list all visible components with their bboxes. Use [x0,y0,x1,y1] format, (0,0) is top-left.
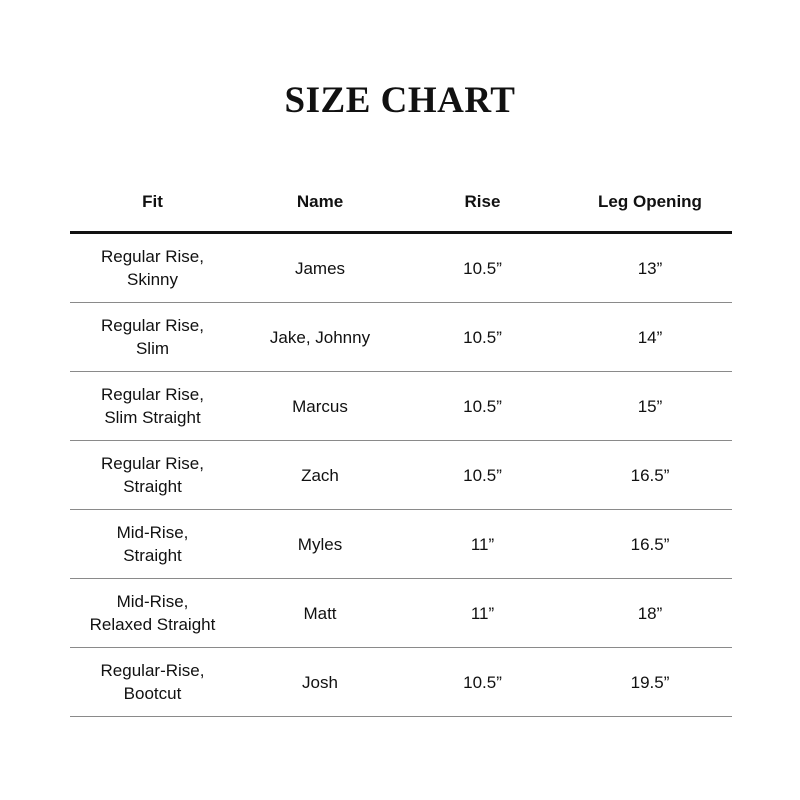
fit-line-2: Bootcut [123,684,182,703]
fit-line-1: Regular Rise, [101,385,204,404]
fit-line-1: Regular-Rise, [100,661,205,680]
name-cell: Jake, Johnny [269,327,371,347]
fit-cell [80,648,225,716]
fit-line-1: Mid-Rise, [116,592,189,611]
fit-line-1: Regular Rise, [101,247,204,266]
name-cell: Myles [297,534,343,554]
fit-line-2: Relaxed Straight [89,615,216,634]
table-header [70,180,732,234]
table-row [70,648,732,717]
fit-cell [80,441,225,509]
leg-opening-cell: 18” [637,603,663,623]
fit-line-2: Slim Straight [104,408,201,427]
fit-cell [80,234,225,302]
table-row [70,441,732,510]
leg-opening-cell: 13” [637,258,663,278]
rise-cell: 10.5” [463,465,502,485]
name-cell: Marcus [292,396,348,416]
leg-opening-cell: 16.5” [630,534,670,554]
table-row [70,510,732,579]
header-fit: Fit [142,192,163,211]
fit-cell [80,372,225,440]
name-cell: Zach [301,465,339,485]
fit-cell [80,510,225,578]
name-cell: Josh [302,672,338,692]
table-row [70,303,732,372]
name-cell: James [294,258,346,278]
leg-opening-cell: 15” [637,396,663,416]
rise-cell: 11” [470,534,495,554]
rise-cell: 11” [470,603,495,623]
page-title: SIZE CHART [284,80,516,121]
leg-opening-cell: 19.5” [630,672,670,692]
header-name: Name [296,192,344,211]
fit-line-1: Regular Rise, [101,454,204,473]
rise-cell: 10.5” [463,327,502,347]
fit-line-2: Skinny [126,270,179,289]
fit-cell [80,303,225,371]
name-cell: Matt [303,603,337,623]
table-row [70,372,732,441]
fit-line-1: Mid-Rise, [116,523,189,542]
table-row [70,234,732,303]
fit-cell [80,579,225,647]
header-rise: Rise [464,192,501,211]
leg-opening-cell: 14” [637,327,663,347]
rise-cell: 10.5” [463,258,502,278]
header-leg-opening: Leg Opening [598,192,702,211]
leg-opening-cell: 16.5” [630,465,670,485]
rise-cell: 10.5” [463,672,502,692]
size-table [70,180,732,717]
fit-line-1: Regular Rise, [101,316,204,335]
fit-line-2: Slim [135,339,170,358]
fit-line-2: Straight [123,477,182,496]
table-row [70,579,732,648]
fit-line-2: Straight [123,546,182,565]
rise-cell: 10.5” [463,396,502,416]
